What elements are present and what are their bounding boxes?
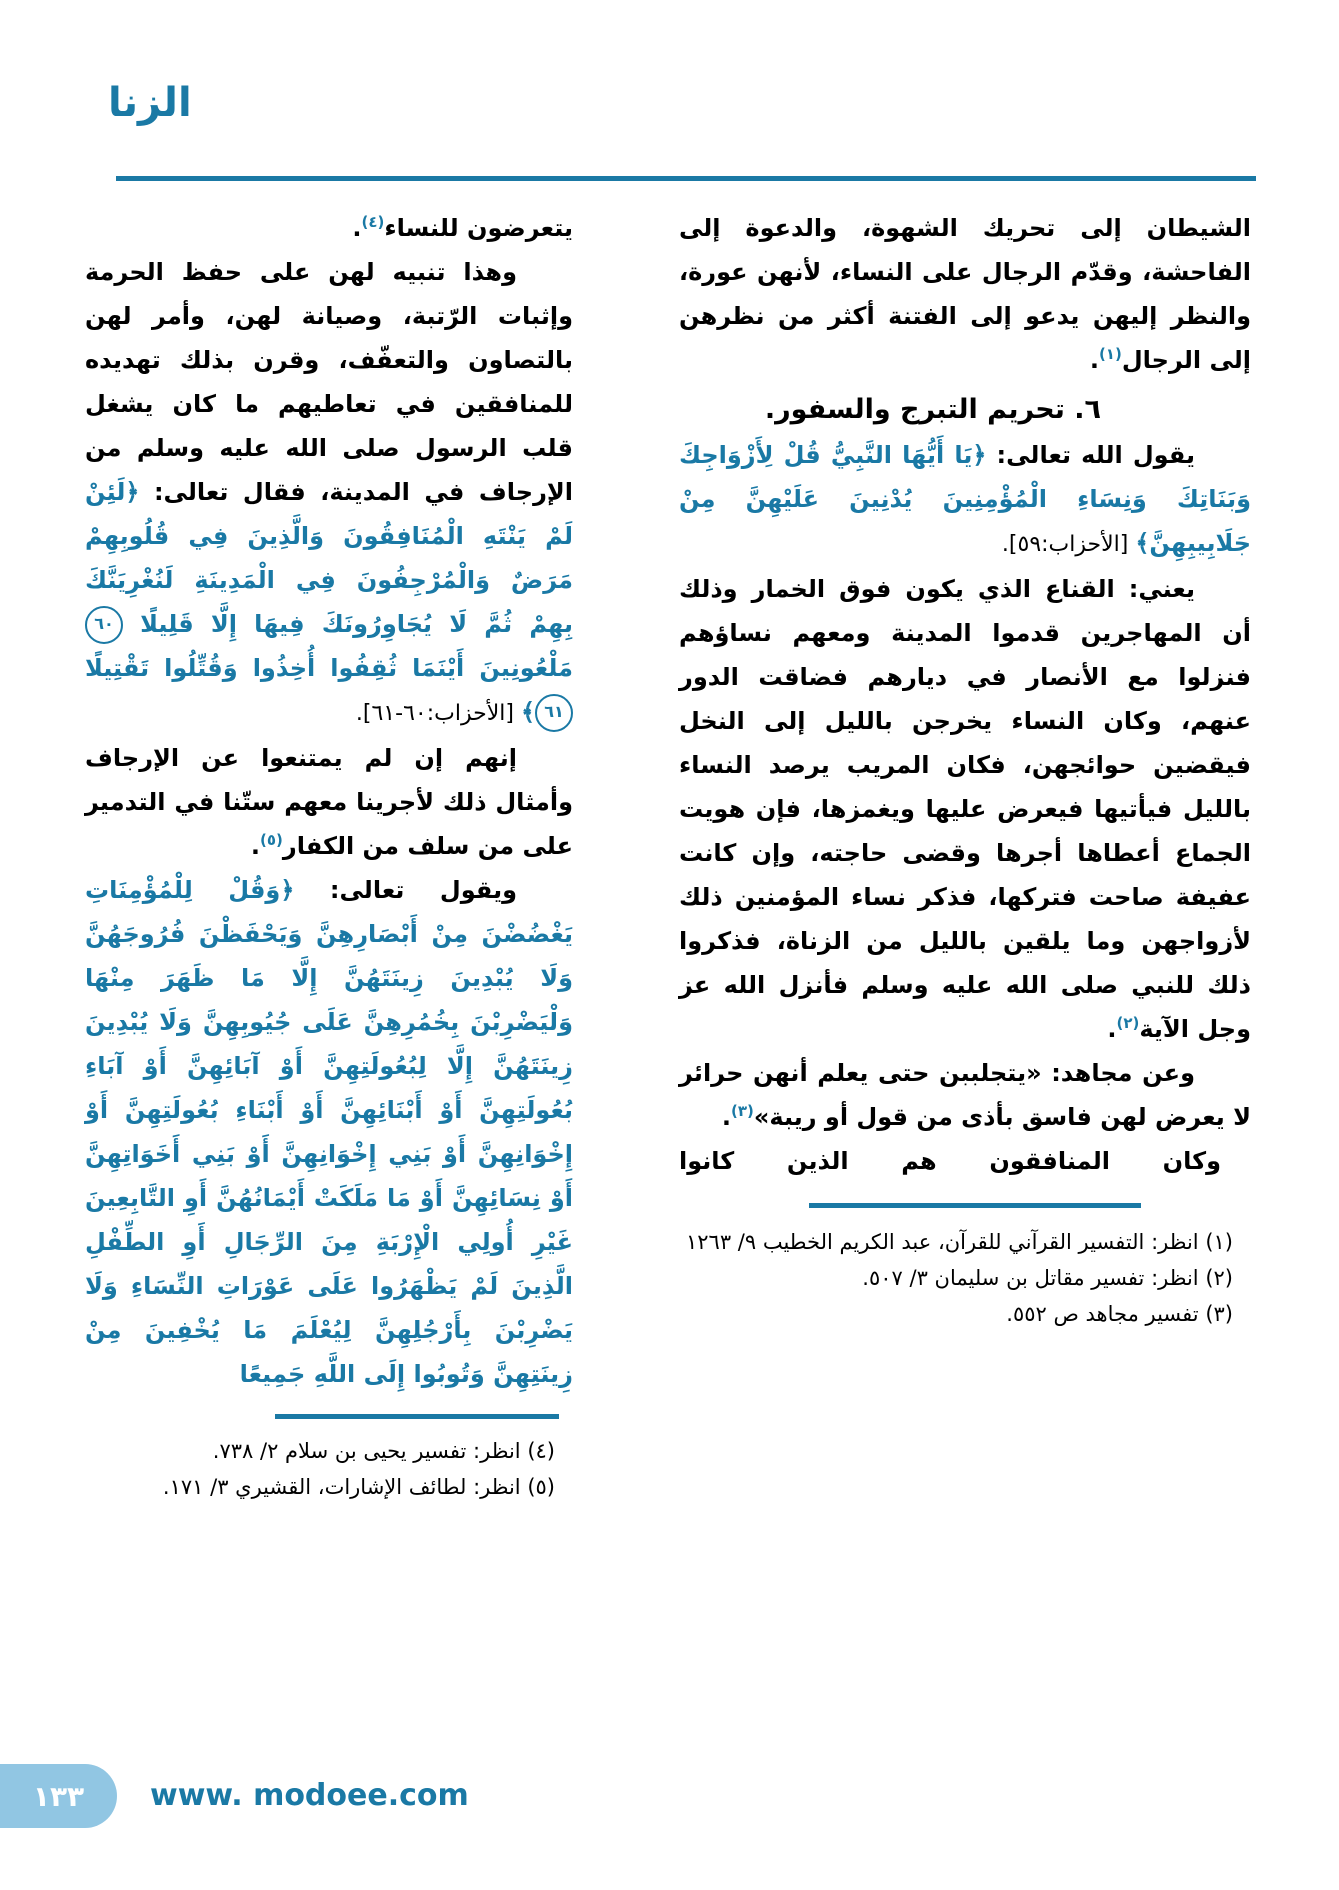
quran-text: ﴿وَقُلْ لِلْمُؤْمِنَاتِ يَغْضُضْنَ مِنْ أَبْصَارِهِنَّ وَيَحْفَظْنَ فُرُوجَهُنَّ وَلَا يُبْدِينَ زِينَتَهُنَّ إِلَّا مَا ظَهَرَ مِنْهَا وَلْيَضْرِبْنَ بِخُمُرِهِنَّ عَلَى جُيُوبِهِنَّ وَلَا يُبْدِينَ زِينَتَهُنَّ إِلَّا لِبُعُولَتِهِنَّ أَوْ آبَائِهِنَّ أَوْ آبَاءِ بُعُولَتِهِنَّ أَوْ أَبْنَائِهِنَّ أَوْ أَبْنَاءِ بُعُولَتِهِنَّ أَوْ إِخْوَانِهِنَّ أَوْ بَنِي إِخْوَانِهِنَّ أَوْ بَنِي أَخَوَاتِهِنَّ أَوْ نِسَائِهِنَّ أَوْ مَا مَلَكَتْ أَيْمَانُهُنَّ أَوِ التَّابِعِينَ غَيْرِ أُولِي الْإِرْبَةِ مِنَ الرِّجَالِ أَوِ الطِّفْلِ الَّذِينَ لَمْ يَظْهَرُوا عَلَى عَوْرَاتِ النِّسَاءِ وَلَا يَضْرِبْنَ بِأَرْجُلِهِنَّ لِيُعْلَمَ مَا يُخْفِينَ مِنْ زِينَتِهِنَّ وَتُوبُوا إِلَى اللَّهِ جَمِيعًا bbox=[85, 876, 573, 1388]
website-url: www. modoee.com bbox=[150, 1778, 469, 1813]
footnote-marker: (٢) bbox=[1116, 1014, 1140, 1032]
footnotes bbox=[85, 1433, 573, 1505]
footnote-separator bbox=[275, 1414, 559, 1419]
body-text: . bbox=[1089, 346, 1099, 374]
body-text: يتعرضون للنساء bbox=[384, 214, 573, 242]
body-text: يقول الله تعالى: bbox=[986, 441, 1196, 469]
footnote-number: (٣) bbox=[1198, 1302, 1233, 1326]
quran-text: ﴾ bbox=[520, 698, 535, 726]
page-number-badge bbox=[0, 1764, 117, 1828]
footnote-number: (٤) bbox=[520, 1439, 555, 1463]
footnote: (١) انظر: التفسير القرآني للقرآن، عبد الكريم الخطيب ٩/ ١٢٦٣ bbox=[686, 1230, 1233, 1254]
footnote: (٢) انظر: تفسير مقاتل بن سليمان ٣/ ٥٠٧. bbox=[862, 1266, 1233, 1290]
body-text: يعني: القناع الذي يكون فوق الخمار وذلك أن المهاجرين قدموا المدينة ومعهم نساؤهم فنزلوا مع الأنصار في ديارهم فضاقت الدور عنهم، وكان النساء يخرجن بالليل إلى النخل فيقضين حوائجهن، فكان المريب يرصد النساء بالليل فيأتيها فيعرض عليها ويغمزها، فإن هويت الجماع أعطاها أجرها وقضى حاجته، وإن كانت عفيفة صاحت فتركها، فذكر نساء المؤمنين ذلك لأزواجهن وما يلقين بالليل من الزناة، فذكروا ذلك للنبي صلى الله عليه وسلم فأنزل الله عز وجل الآية bbox=[679, 575, 1251, 1043]
paragraph bbox=[679, 433, 1251, 567]
footnote-separator bbox=[809, 1203, 1141, 1208]
quran-text: ﴿يَا أَيُّهَا النَّبِيُّ قُلْ لِأَزْوَاجِكَ وَبَنَاتِكَ وَنِسَاءِ الْمُؤْمِنِينَ يُدْنِينَ عَلَيْهِنَّ مِنْ جَلَابِيبِهِنَّ﴾ bbox=[679, 441, 1251, 557]
column-right bbox=[679, 206, 1251, 1505]
paragraph bbox=[85, 250, 573, 736]
ayah-number: ٦٠ bbox=[85, 606, 123, 644]
body-text: ويقول تعالى: bbox=[294, 876, 518, 904]
footnote-number: (٢) bbox=[1198, 1266, 1233, 1290]
footnote-marker: (٤) bbox=[361, 213, 385, 231]
catchword-line bbox=[679, 1139, 1251, 1183]
section-heading: ٦. تحريم التبرج والسفور. bbox=[764, 394, 1101, 425]
page-number: ١٣٣ bbox=[32, 1779, 85, 1813]
footnote-number: (٥) bbox=[520, 1475, 555, 1499]
body-text: . bbox=[1107, 1015, 1117, 1043]
body-text: . bbox=[250, 832, 261, 860]
quran-text: مَلْعُونِينَ أَيْنَمَا ثُقِفُوا أُخِذُوا وَقُتِّلُوا تَقْتِيلًا bbox=[85, 654, 573, 682]
page-content bbox=[85, 206, 1251, 1505]
footnote-marker: (٣) bbox=[731, 1102, 754, 1120]
footnote-marker: (٥) bbox=[260, 831, 283, 849]
body-text: . bbox=[352, 214, 362, 242]
header-rule bbox=[116, 176, 1256, 181]
footnote-number: (١) bbox=[1198, 1230, 1233, 1254]
quran-text: ﴿لَئِنْ لَمْ يَنْتَهِ الْمُنَافِقُونَ وَالَّذِينَ فِي قُلُوبِهِمْ مَرَضٌ وَالْمُرْجِفُونَ فِي الْمَدِينَةِ لَنُغْرِيَنَّكَ بِهِمْ ثُمَّ لَا يُجَاوِرُونَكَ فِيهَا إِلَّا قَلِيلًا bbox=[85, 478, 573, 638]
paragraph bbox=[679, 1051, 1251, 1139]
paragraph bbox=[85, 736, 573, 868]
column-left bbox=[85, 206, 573, 1505]
footnote: (٤) انظر: تفسير يحيى بن سلام ٢/ ٧٣٨. bbox=[212, 1439, 555, 1463]
page-title: الزنا bbox=[108, 80, 192, 126]
footnotes bbox=[679, 1224, 1251, 1332]
footnote: (٥) انظر: لطائف الإشارات، القشيري ٣/ ١٧١. bbox=[162, 1475, 555, 1499]
body-text: وهذا تنبيه لهن على حفظ الحرمة وإثبات الرّتبة، وصيانة لهن، وأمر لهن بالتصاون والتعفّف، وقرن بذلك تهديده للمنافقين في تعاطيهم ما كان يشغل قلب الرسول صلى الله عليه وسلم من الإرجاف في المدينة، فقال تعالى: bbox=[85, 258, 573, 506]
paragraph bbox=[679, 206, 1251, 382]
body-text: وكان المنافقون هم الذين كانوا bbox=[679, 1147, 1221, 1175]
body-text: إنهم إن لم يمتنعوا عن الإرجاف وأمثال ذلك لأجرينا معهم ستّنا في التدمير على من سلف من الكفار bbox=[85, 744, 573, 860]
footnote: (٣) تفسير مجاهد ص ٥٥٢. bbox=[1006, 1302, 1233, 1326]
footnote-marker: (١) bbox=[1098, 345, 1122, 363]
body-text: الشيطان إلى تحريك الشهوة، والدعوة إلى الفاحشة، وقدّم الرجال على النساء، لأنهن عورة، والنظر إليهن يدعو إلى الفتنة أكثر من نظرهن إلى الرجال bbox=[679, 214, 1251, 374]
verse-reference: [الأحزاب:٥٩]. bbox=[1001, 532, 1136, 557]
ayah-number: ٦١ bbox=[535, 694, 573, 732]
paragraph bbox=[85, 206, 573, 250]
paragraph bbox=[85, 868, 573, 1396]
body-text: . bbox=[721, 1103, 732, 1131]
verse-reference: [الأحزاب:٦٠-٦١]. bbox=[355, 701, 521, 726]
paragraph bbox=[679, 567, 1251, 1051]
body-text: وعن مجاهد: «يتجلببن حتى يعلم أنهن حرائر لا يعرض لهن فاسق بأذى من قول أو ريبة» bbox=[679, 1059, 1251, 1131]
